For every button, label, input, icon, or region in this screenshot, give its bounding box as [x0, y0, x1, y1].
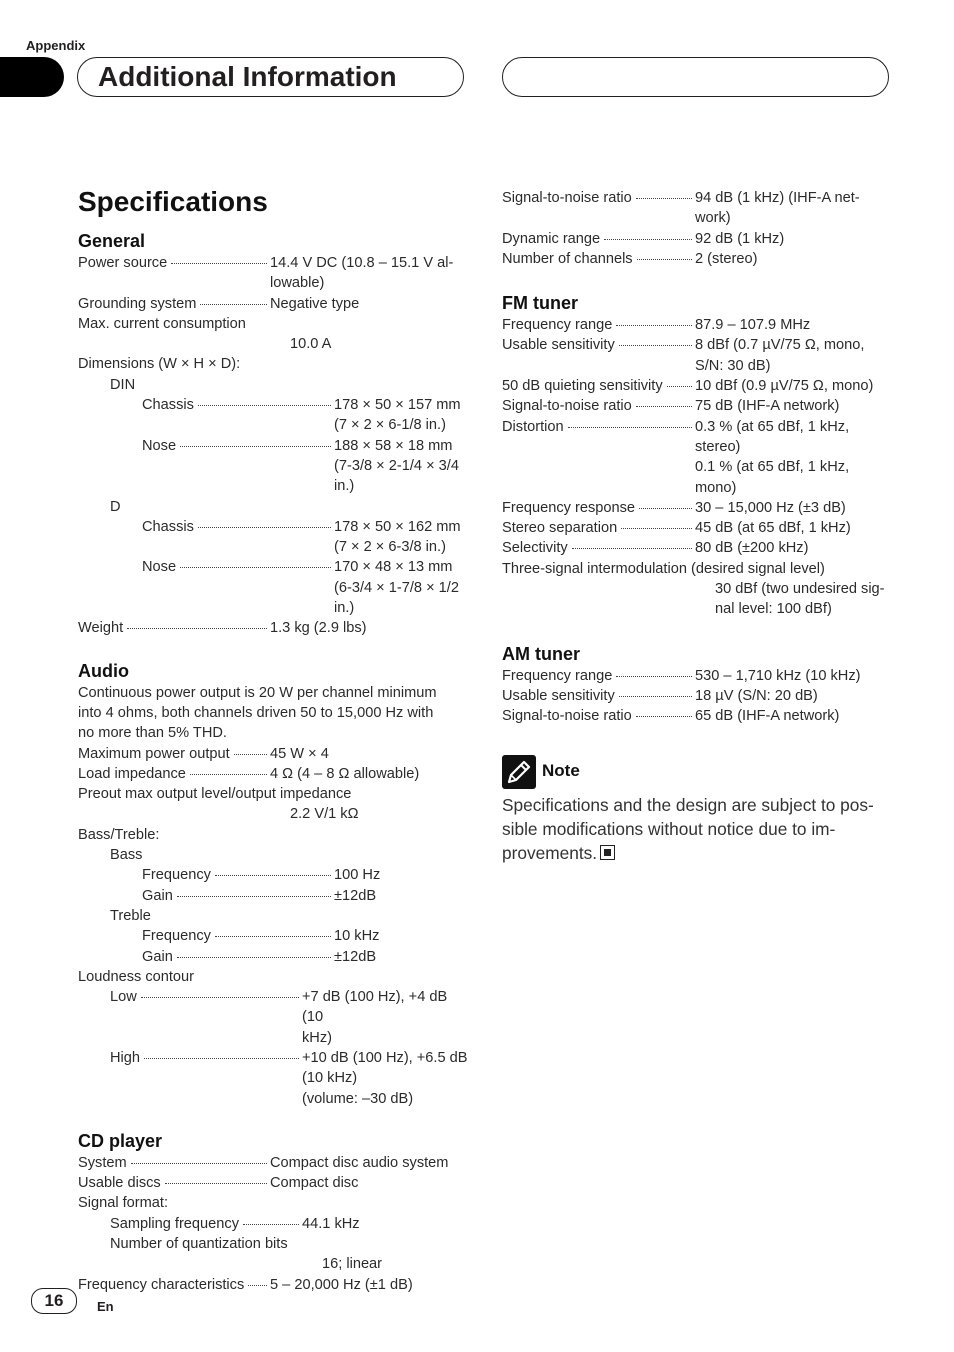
- spec-value: 2.2 V/1 kΩ: [290, 806, 359, 823]
- spec-label: Low: [110, 989, 137, 1006]
- spec-row: [78, 517, 468, 558]
- cd-player-heading: CD player: [78, 1130, 163, 1151]
- paragraph-line: into 4 ohms, both channels driven 50 to 15,000 Hz with: [78, 704, 434, 721]
- spec-value: 188 × 58 × 18 mm: [334, 437, 453, 454]
- spec-row: [78, 886, 468, 906]
- spec-row: [502, 188, 892, 229]
- spec-value: Compact disc: [270, 1175, 359, 1192]
- spec-row: [502, 686, 892, 706]
- spec-value: 92 dB (1 kHz): [695, 230, 785, 247]
- paragraph-line: Continuous power output is 20 W per channel minimum: [78, 684, 437, 701]
- spec-row: [78, 1275, 468, 1295]
- spec-label: Dimensions (W × H × D):: [78, 356, 241, 373]
- spec-value: 30 – 15,000 Hz (±3 dB): [695, 499, 846, 516]
- am-tuner-heading: AM tuner: [502, 643, 580, 664]
- spec-label: Number of quantization bits: [110, 1236, 288, 1253]
- spec-label: Preout max output level/output impedance: [78, 786, 352, 803]
- spec-label: System: [78, 1154, 127, 1171]
- spec-row: [78, 926, 468, 946]
- spec-value: 5 – 20,000 Hz (±1 dB): [270, 1276, 413, 1293]
- spec-label: DIN: [110, 376, 136, 393]
- spec-row: [78, 865, 468, 885]
- cd-player-continued: [502, 188, 892, 269]
- note-line: provements.: [502, 842, 598, 863]
- spec-label: Gain: [142, 887, 173, 904]
- spec-label: Frequency: [142, 867, 211, 884]
- empty-header-box: [502, 57, 889, 97]
- spec-row: [78, 804, 468, 824]
- spec-value: 75 dB (IHF-A network): [695, 398, 840, 415]
- spec-label: Loudness contour: [78, 968, 195, 985]
- spec-value: +7 dB (100 Hz), +4 dB (10: [302, 989, 448, 1026]
- pencil-note-icon: [502, 755, 536, 789]
- spec-label: Signal-to-noise ratio: [502, 398, 632, 415]
- spec-value: 45 W × 4: [270, 745, 329, 762]
- spec-value: 30 dBf (two undesired sig-: [715, 581, 885, 598]
- spec-row: [502, 376, 892, 396]
- spec-value: nal level: 100 dBf): [715, 601, 832, 618]
- spec-label: Signal format:: [78, 1195, 169, 1212]
- note-text: [502, 793, 888, 865]
- spec-label: Load impedance: [78, 765, 186, 782]
- spec-row: [502, 335, 892, 376]
- spec-label: Bass: [110, 847, 143, 864]
- spec-row: [502, 417, 892, 498]
- spec-row: [502, 518, 892, 538]
- section-title: Additional Information: [98, 61, 397, 92]
- note-line: Specifications and the design are subject to pos-: [502, 794, 874, 815]
- spec-value: 44.1 kHz: [302, 1215, 360, 1232]
- spec-label: Weight: [78, 620, 124, 637]
- general-section: [78, 229, 468, 639]
- spec-row: [78, 1153, 468, 1173]
- spec-label: Bass/Treble:: [78, 826, 160, 843]
- spec-value: 0.1 % (at 65 dBf, 1 kHz,: [695, 459, 850, 476]
- spec-value: (7 × 2 × 6-1/8 in.): [334, 417, 446, 434]
- left-column: [78, 180, 468, 1295]
- spec-value: 94 dB (1 kHz) (IHF-A net-: [695, 190, 860, 206]
- spec-value: (6-3/4 × 1-7/8 × 1/2 in.): [334, 579, 459, 617]
- spec-value: 80 dB (±200 kHz): [695, 540, 809, 557]
- spec-row: [78, 987, 468, 1048]
- note-section: [502, 755, 892, 865]
- language-label: En: [97, 1299, 114, 1314]
- spec-value: 45 dB (at 65 dBf, 1 kHz): [695, 520, 851, 537]
- spec-value: stereo): [695, 438, 741, 455]
- spec-label: Gain: [142, 948, 173, 965]
- spec-label: D: [110, 498, 121, 515]
- spec-value: 8 dBf (0.7 µV/75 Ω, mono,: [695, 337, 865, 354]
- spec-label: Treble: [110, 907, 151, 924]
- spec-value: 14.4 V DC (10.8 – 15.1 V al-: [270, 255, 454, 271]
- spec-row: [502, 315, 892, 335]
- spec-value: 65 dB (IHF-A network): [695, 708, 840, 725]
- right-column: [502, 188, 892, 865]
- spec-label: Frequency response: [502, 499, 636, 516]
- spec-label: Dynamic range: [502, 230, 601, 247]
- spec-label: Signal-to-noise ratio: [502, 190, 632, 206]
- page-title: Specifications: [78, 186, 268, 217]
- spec-value: 170 × 48 × 13 mm: [334, 559, 453, 576]
- spec-label: Chassis: [142, 518, 194, 535]
- spec-value: work): [695, 210, 731, 227]
- spec-row: [502, 579, 892, 620]
- note-header: [502, 755, 892, 789]
- spec-value: ±12dB: [334, 948, 377, 965]
- audio-heading: Audio: [78, 660, 129, 681]
- spec-row: [78, 1048, 468, 1109]
- spec-value: lowable): [270, 275, 325, 292]
- spec-value: S/N: 30 dB): [695, 357, 771, 374]
- am-tuner-section: [502, 642, 892, 727]
- spec-label: Frequency characteristics: [78, 1276, 245, 1293]
- spec-row: [78, 557, 468, 618]
- spec-value: 0.3 % (at 65 dBf, 1 kHz,: [695, 418, 850, 435]
- spec-value: 10 dBf (0.9 µV/75 Ω, mono): [695, 378, 874, 395]
- spec-label: Signal-to-noise ratio: [502, 708, 632, 725]
- spec-label: Distortion: [502, 418, 564, 435]
- spec-label: Usable sensitivity: [502, 687, 615, 704]
- spec-label: Stereo separation: [502, 520, 618, 537]
- spec-row: [502, 538, 892, 558]
- spec-row: [502, 498, 892, 518]
- spec-label: Grounding system: [78, 295, 197, 312]
- spec-label: 50 dB quieting sensitivity: [502, 378, 663, 395]
- spec-row: [502, 396, 892, 416]
- spec-value: +10 dB (100 Hz), +6.5 dB: [302, 1049, 468, 1066]
- spec-label: Three-signal intermodulation (desired signal level): [502, 560, 825, 577]
- note-label: Note: [542, 761, 580, 781]
- spec-value: ±12dB: [334, 887, 377, 904]
- spec-value: 18 µV (S/N: 20 dB): [695, 687, 818, 704]
- spec-value: (10 kHz): [302, 1070, 358, 1087]
- spec-label: Max. current consumption: [78, 315, 246, 332]
- fm-tuner-heading: FM tuner: [502, 293, 578, 314]
- spec-row: [78, 764, 468, 784]
- spec-value: 10.0 A: [290, 336, 332, 353]
- spec-value: 10 kHz: [334, 928, 380, 945]
- fm-tuner-section: [502, 291, 892, 619]
- spec-value: 1.3 kg (2.9 lbs): [270, 620, 367, 637]
- spec-value: (7 × 2 × 6-3/8 in.): [334, 539, 446, 556]
- spec-label: Power source: [78, 255, 168, 271]
- spec-value: mono): [695, 479, 737, 496]
- spec-row: [78, 334, 468, 354]
- general-heading: General: [78, 231, 146, 251]
- spec-label: Usable discs: [78, 1175, 161, 1192]
- spec-label: Nose: [142, 437, 177, 454]
- spec-label: Maximum power output: [78, 745, 230, 762]
- spec-row: [78, 294, 468, 314]
- spec-value: (7-3/8 × 2-1/4 × 3/4 in.): [334, 457, 459, 495]
- spec-row: [78, 436, 468, 497]
- spec-label: Nose: [142, 559, 177, 576]
- spec-label: Frequency range: [502, 317, 613, 334]
- end-of-section-icon: [600, 845, 615, 860]
- note-line: sible modifications without notice due to im-: [502, 818, 836, 839]
- spec-label: Number of channels: [502, 250, 633, 267]
- spec-row: [502, 249, 892, 269]
- spec-row: [502, 666, 892, 686]
- spec-label: Chassis: [142, 397, 194, 414]
- spec-value: Compact disc audio system: [270, 1154, 449, 1171]
- appendix-label: Appendix: [26, 38, 86, 53]
- spec-row: [78, 1214, 468, 1234]
- section-tab-marker: [0, 57, 64, 97]
- spec-row: [78, 253, 468, 294]
- spec-row: [502, 229, 892, 249]
- spec-value: 4 Ω (4 – 8 Ω allowable): [270, 765, 420, 782]
- spec-value: 87.9 – 107.9 MHz: [695, 317, 811, 334]
- spec-label: Frequency range: [502, 667, 613, 684]
- spec-value: 2 (stereo): [695, 250, 758, 267]
- spec-row: [78, 1173, 468, 1193]
- paragraph-line: no more than 5% THD.: [78, 725, 227, 742]
- spec-row: [78, 744, 468, 764]
- spec-value: (volume: –30 dB): [302, 1090, 414, 1107]
- spec-row: [78, 395, 468, 436]
- spec-value: 178 × 50 × 162 mm: [334, 518, 461, 535]
- audio-section: [78, 659, 468, 1109]
- spec-value: 530 – 1,710 kHz (10 kHz): [695, 667, 861, 684]
- spec-row: [78, 1254, 468, 1274]
- spec-row: [502, 706, 892, 726]
- spec-value: kHz): [302, 1029, 332, 1046]
- spec-value: 16; linear: [322, 1256, 383, 1273]
- spec-row: [78, 947, 468, 967]
- spec-value: 178 × 50 × 157 mm: [334, 397, 461, 414]
- spec-label: High: [110, 1049, 141, 1066]
- spec-label: Frequency: [142, 928, 211, 945]
- section-title-box: [77, 57, 464, 97]
- spec-value: 100 Hz: [334, 867, 381, 884]
- spec-label: Usable sensitivity: [502, 337, 615, 354]
- spec-value: Negative type: [270, 295, 360, 312]
- spec-row: [78, 618, 468, 638]
- cd-player-section: [78, 1129, 468, 1295]
- page-number: 16: [31, 1288, 77, 1314]
- spec-label: Sampling frequency: [110, 1215, 239, 1232]
- spec-label: Selectivity: [502, 540, 568, 557]
